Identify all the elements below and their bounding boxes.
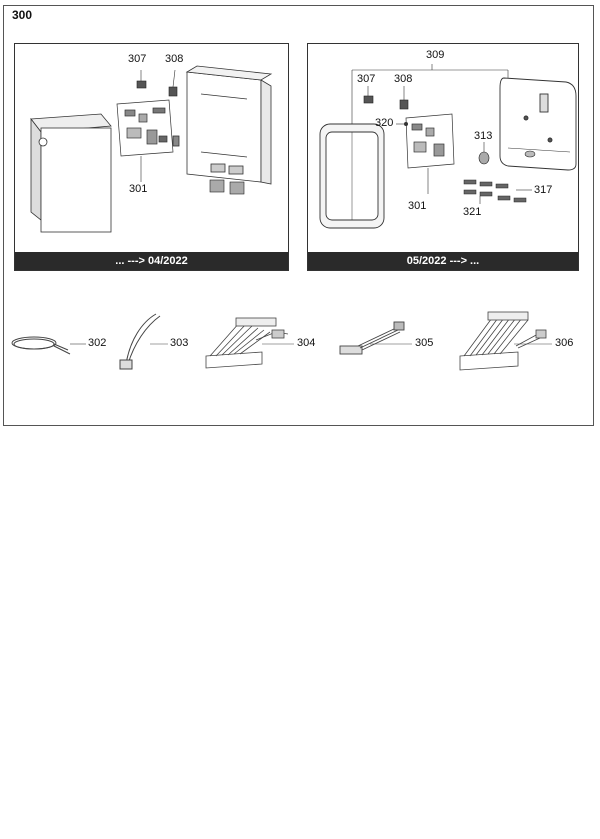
callout-308-new: 308 bbox=[394, 73, 413, 85]
part-304-drawing bbox=[206, 318, 294, 368]
callout-305: 305 bbox=[415, 337, 434, 349]
callout-321: 321 bbox=[463, 206, 482, 218]
callout-308: 308 bbox=[165, 53, 184, 65]
callout-303: 303 bbox=[170, 337, 189, 349]
part-306-drawing bbox=[460, 312, 552, 370]
callout-304: 304 bbox=[297, 337, 316, 349]
callout-320: 320 bbox=[375, 117, 394, 129]
part-303-drawing bbox=[120, 314, 168, 369]
panel-caption-new: 05/2022 ---> ... bbox=[308, 252, 578, 270]
callout-306: 306 bbox=[555, 337, 574, 349]
page-number: 300 bbox=[12, 8, 33, 22]
callout-309: 309 bbox=[426, 49, 445, 61]
callout-302: 302 bbox=[88, 337, 107, 349]
callout-307-new: 307 bbox=[357, 73, 376, 85]
callout-301: 301 bbox=[129, 183, 148, 195]
part-305-drawing bbox=[340, 322, 412, 354]
callout-313: 313 bbox=[474, 130, 493, 142]
callout-317: 317 bbox=[534, 184, 553, 196]
callout-301-new: 301 bbox=[408, 200, 427, 212]
callout-307: 307 bbox=[128, 53, 147, 65]
panel-caption-old: ... ---> 04/2022 bbox=[15, 252, 288, 270]
part-302-drawing bbox=[12, 337, 86, 354]
